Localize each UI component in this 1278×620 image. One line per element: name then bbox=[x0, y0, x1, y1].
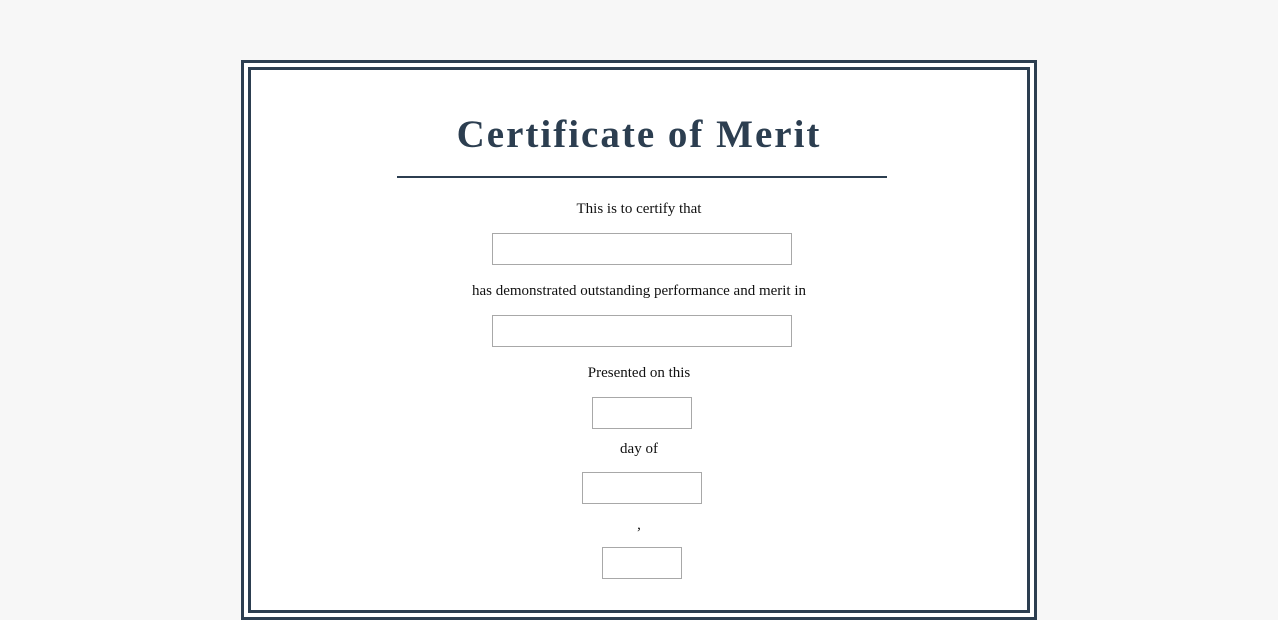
title-divider bbox=[397, 176, 887, 178]
merit-field-input[interactable] bbox=[492, 315, 792, 347]
certificate bbox=[241, 60, 1037, 620]
certificate-title: Certificate of Merit bbox=[456, 113, 822, 156]
day-of-text: day of bbox=[620, 441, 658, 457]
month-input[interactable] bbox=[582, 472, 702, 504]
day-input[interactable] bbox=[592, 397, 692, 429]
merit-text: has demonstrated outstanding performance and merit in bbox=[471, 283, 807, 299]
presented-text: Presented on this bbox=[587, 365, 691, 381]
year-input[interactable] bbox=[602, 547, 682, 579]
certify-text: This is to certify that bbox=[576, 201, 702, 217]
certificate-inner-border bbox=[248, 67, 1030, 613]
comma-text: , bbox=[637, 517, 641, 533]
recipient-name-input[interactable] bbox=[492, 233, 792, 265]
